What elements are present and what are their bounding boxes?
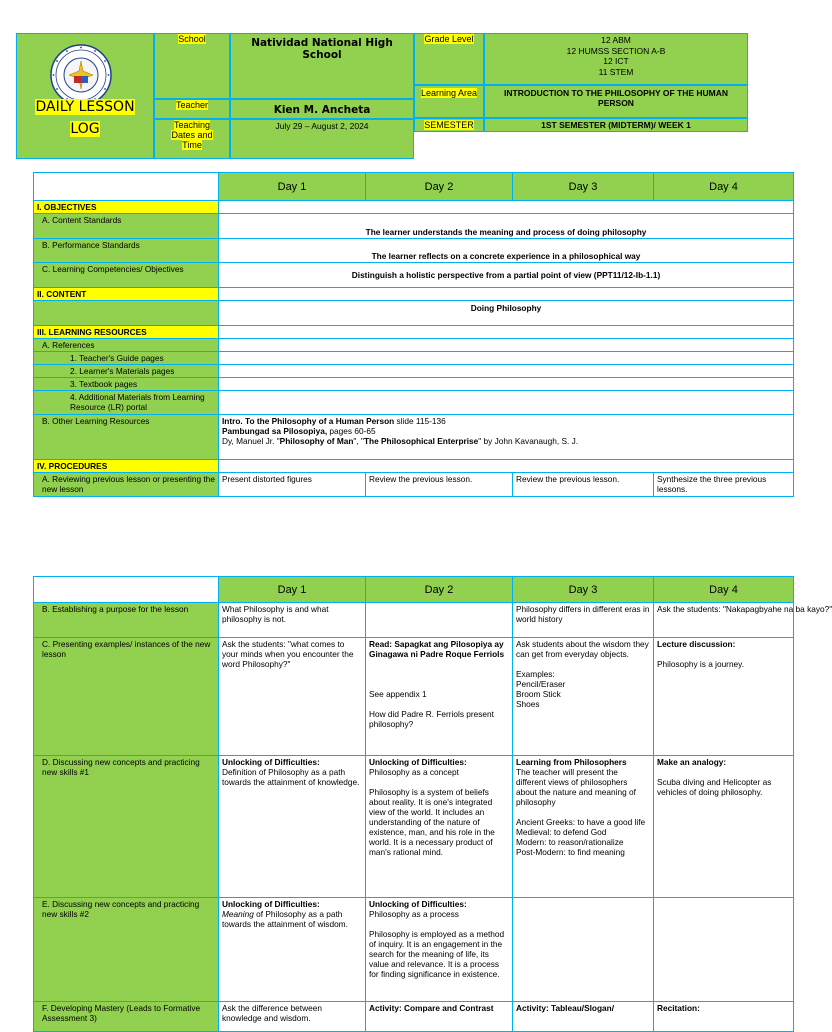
day-2-header-2: Day 2	[366, 577, 513, 603]
purpose-label: B. Establishing a purpose for the lesson	[34, 603, 219, 638]
teacher-label-cell	[154, 99, 230, 119]
area-label: Learning Area	[420, 88, 478, 98]
grade-label: Grade Level	[424, 34, 474, 44]
grade-value-2: 12 HUMSS SECTION A-B	[566, 45, 666, 56]
concepts-2-day-4	[654, 898, 794, 1002]
area-value: INTRODUCTION TO THE PHILOSOPHY OF THE HUMAN PERSON	[504, 88, 728, 108]
tg-pages-label: 1. Teacher's Guide pages	[34, 352, 219, 365]
school-label: School	[178, 34, 206, 44]
corner-cell	[34, 173, 219, 201]
concepts-2-label: E. Discussing new concepts and practicing new skills #2	[34, 898, 219, 1002]
mastery-day-4: Recitation:	[654, 1002, 794, 1032]
content-value: Doing Philosophy	[219, 301, 794, 326]
review-day-2: Review the previous lesson.	[366, 473, 513, 497]
concepts-2-day-3	[513, 898, 654, 1002]
school-value: Natividad National High School	[251, 37, 393, 61]
resources-heading: III. LEARNING RESOURCES	[34, 326, 219, 339]
examples-day-3: Ask students about the wisdom they can get from everyday objects. Examples: Pencil/Eraser Broom Stick Shoes	[513, 638, 654, 756]
semester-label: SEMESTER	[424, 120, 474, 130]
review-day-3: Review the previous lesson.	[513, 473, 654, 497]
concepts-1-day-4: Make an analogy: Scuba diving and Helicopter as vehicles of doing philosophy.	[654, 756, 794, 898]
references-label: A. References	[34, 339, 219, 352]
content-standards: The learner understands the meaning and process of doing philosophy	[219, 214, 794, 239]
day-4-header-2: Day 4	[654, 577, 794, 603]
concepts-1-day-1: Unlocking of Difficulties: Definition of Philosophy as a path towards the attainment of knowledge.	[219, 756, 366, 898]
day-3-header-2: Day 3	[513, 577, 654, 603]
teacher-value-cell	[230, 99, 414, 119]
dates-label: Teaching Dates and Time	[171, 120, 213, 150]
day-header-row-2	[34, 577, 794, 603]
dates-value-cell	[230, 119, 414, 159]
lm-pages-label: 2. Learner's Materials pages	[34, 365, 219, 378]
lr-portal-label: 4. Additional Materials from Learning Resource (LR) portal	[34, 391, 219, 415]
examples-label: C. Presenting examples/ instances of the new lesson	[34, 638, 219, 756]
concepts-1-day-3: Learning from Philosophers The teacher will present the different views of philosophers about the nature and meaning of philosophy Ancient Greeks: to have a good life Medieval: to defend God Modern: to reason/rationalize Post-Modern: to find meaning	[513, 756, 654, 898]
review-label: A. Reviewing previous lesson or presenting the new lesson	[34, 473, 219, 497]
performance-standards: The learner reflects on a concrete experience in a philosophical way	[219, 239, 794, 263]
grade-value-cell	[484, 33, 748, 85]
review-day-4: Synthesize the three previous lessons.	[654, 473, 794, 497]
other-resource-2-title: Pambungad sa Pilosopiya,	[222, 426, 328, 436]
purpose-day-1: What Philosophy is and what philosophy is not.	[219, 603, 366, 638]
school-label-cell	[154, 33, 230, 99]
examples-day-1: Ask the students: "what comes to your minds when you encounter the word Philosophy?"	[219, 638, 366, 756]
mastery-label: F. Developing Mastery (Leads to Formative Assessment 3)	[34, 1002, 219, 1032]
day-2-header: Day 2	[366, 173, 513, 201]
teacher-value: Kien M. Ancheta	[273, 104, 371, 116]
day-1-header: Day 1	[219, 173, 366, 201]
mastery-day-1: Ask the difference between knowledge and wisdom.	[219, 1002, 366, 1032]
review-day-1: Present distorted figures	[219, 473, 366, 497]
dates-value: July 29 – August 2, 2024	[275, 121, 369, 131]
area-label-cell	[414, 85, 484, 118]
purpose-day-4: Ask the students: "Nakapagbyahe na ba kayo?"	[654, 603, 794, 638]
school-value-cell	[230, 33, 414, 99]
other-resources-label: B. Other Learning Resources	[34, 415, 219, 460]
content-heading: II. CONTENT	[34, 288, 219, 301]
textbook-pages-label: 3. Textbook pages	[34, 378, 219, 391]
day-1-header-2: Day 1	[219, 577, 366, 603]
title-line-2: LOG	[70, 121, 100, 137]
concepts-1-label: D. Discussing new concepts and practicing new skills #1	[34, 756, 219, 898]
other-resource-1-title: Intro. To the Philosophy of a Human Person	[222, 416, 395, 426]
lesson-table-2	[33, 576, 832, 1032]
examples-day-2: Read: Sapagkat ang Pilosopiya ay Ginagawa ni Padre Roque Ferriols See appendix 1 How did Padre R. Ferriols present philosophy?	[366, 638, 513, 756]
day-3-header: Day 3	[513, 173, 654, 201]
grade-label-cell	[414, 33, 484, 85]
teacher-label: Teacher	[175, 100, 209, 110]
content-standards-label: A. Content Standards	[34, 214, 219, 239]
semester-value: 1ST SEMESTER (MIDTERM)/ WEEK 1	[541, 120, 691, 130]
grade-value-1: 12 ABM	[601, 35, 631, 45]
semester-value-cell	[484, 118, 748, 132]
title-line-1: DAILY LESSON	[35, 99, 135, 115]
mastery-day-3: Activity: Tableau/Slogan/	[513, 1002, 654, 1032]
purpose-day-2	[366, 603, 513, 638]
procedures-heading: IV. PROCEDURES	[34, 460, 219, 473]
mastery-day-2: Activity: Compare and Contrast	[366, 1002, 513, 1032]
other-resources: Intro. To the Philosophy of a Human Person slide 115-136 Pambungad sa Pilosopiya, pages 60-65 Dy, Manuel Jr. "Philosophy of Man", "The Philosophical Enterprise" by John Kavanaugh, S. J.	[219, 415, 794, 460]
day-4-header: Day 4	[654, 173, 794, 201]
examples-day-4: Lecture discussion: Philosophy is a journey.	[654, 638, 794, 756]
day-header-row	[34, 173, 794, 201]
semester-label-cell	[414, 118, 484, 132]
concepts-2-day-1: Unlocking of Difficulties: Meaning of Philosophy as a path towards the attainment of wisdom.	[219, 898, 366, 1002]
lesson-table-1	[33, 172, 794, 497]
grade-value-3: 12 ICT	[603, 56, 629, 66]
concepts-1-day-2: Unlocking of Difficulties: Philosophy as a concept Philosophy is a system of beliefs about reality. It is one's integrated view of the world. It includes an understanding of the nature of existence, man, and his role in the world. It is a necessary product of man's rational mind.	[366, 756, 513, 898]
dates-label-cell	[154, 119, 230, 159]
daily-lesson-log-title	[16, 96, 154, 140]
grade-value-4: 11 STEM	[598, 66, 634, 77]
area-value-cell	[484, 85, 748, 118]
competencies-label: C. Learning Competencies/ Objectives	[34, 263, 219, 288]
objectives-heading: I. OBJECTIVES	[34, 201, 219, 214]
concepts-2-day-2: Unlocking of Difficulties: Philosophy as a process Philosophy is employed as a method of inquiry. It is an engagement in the search for the meaning of life, its value and relevance. It is a process for finding significance in existence.	[366, 898, 513, 1002]
performance-standards-label: B. Performance Standards	[34, 239, 219, 263]
competencies: Distinguish a holistic perspective from a partial point of view (PPT11/12-Ib-1.1)	[219, 263, 794, 288]
purpose-day-3: Philosophy differs in different eras in world history	[513, 603, 654, 638]
